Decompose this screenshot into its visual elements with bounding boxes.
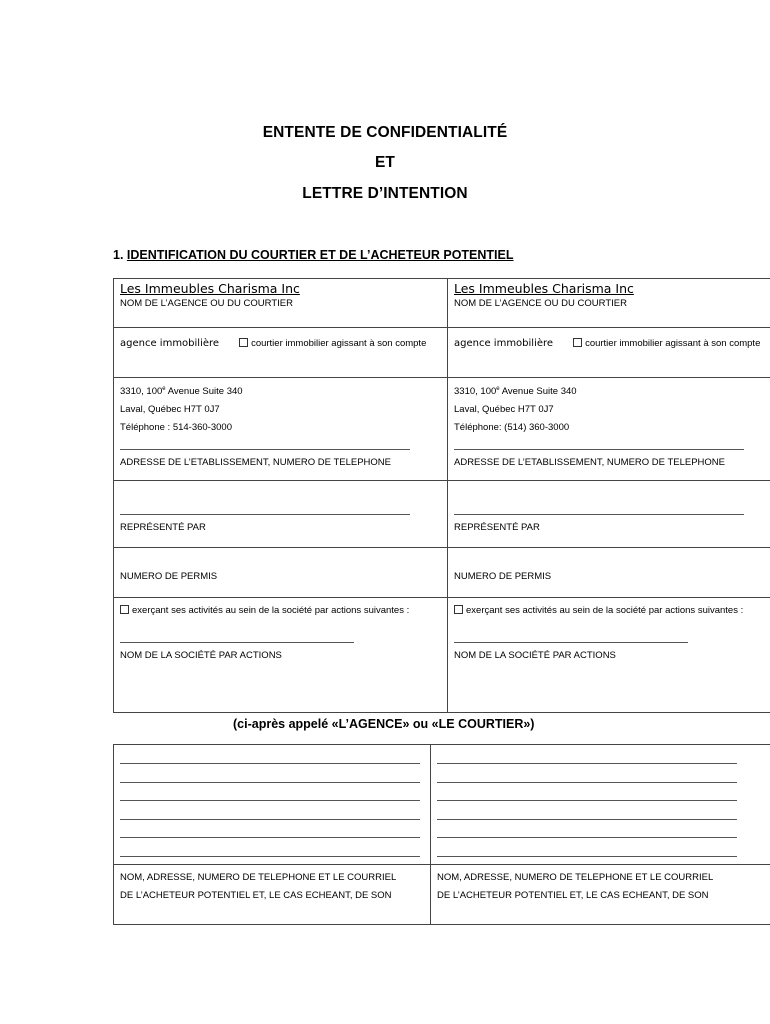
address-line2: Laval, Québec H7T 0J7 [454,404,554,415]
acheteur-label-line1: NOM, ADRESSE, NUMERO DE TELEPHONE ET LE COURRIEL [437,872,714,883]
fill-rule [437,856,737,857]
address-label: ADRESSE DE L’ETABLISSEMENT, NUMERO DE TELEPHONE [454,457,725,468]
acheteur-label-line1: NOM, ADRESSE, NUMERO DE TELEPHONE ET LE COURRIEL [120,872,397,883]
address-line1 [454,380,770,401]
society-name-label: NOM DE LA SOCIÉTÉ PAR ACTIONS [454,650,616,661]
fill-rule [120,800,420,801]
document-title-line3: LETTRE D’INTENTION [302,185,468,202]
acheteur-label-cell [114,865,431,925]
courtier-identification-table [113,278,770,713]
signature-rule [454,449,744,450]
checkbox-icon[interactable] [120,605,129,614]
society-cell[interactable] [114,598,448,713]
agency-name-field[interactable]: Les Immeubles Charisma Inc [120,281,300,296]
society-checkbox-label: exerçant ses activités au sein de la société par actions suivantes : [466,605,744,616]
address-line1 [120,380,441,401]
agency-name-row [114,279,770,328]
permit-label: NUMERO DE PERMIS [120,571,218,582]
section-number: 1. [113,248,124,262]
fill-rule [120,782,420,783]
agency-type-agence: agence immobilière [454,338,554,349]
agency-type-courtier: courtier immobilier agissant à son compte [251,338,427,349]
address-street: Avenue Suite 340 [165,386,243,397]
acheteur-fill-cell[interactable] [114,745,431,865]
fill-rule [120,837,420,838]
agency-designation-note: (ci-après appelé «L’AGENCE» ou «LE COURTIER») [233,717,535,731]
fill-rule [120,763,420,764]
represented-label: REPRÉSENTÉ PAR [454,522,540,533]
agency-type-courtier: courtier immobilier agissant à son compte [585,338,761,349]
agency-type-cell [114,328,448,378]
address-superscript: e [162,386,166,392]
acheteur-label-row [114,865,770,925]
fill-rule [120,642,354,643]
agency-name-field[interactable]: Les Immeubles Charisma Inc [454,281,634,296]
document-title-line2: ET [374,154,395,171]
address-street: Avenue Suite 340 [499,386,577,397]
permit-label: NUMERO DE PERMIS [454,571,552,582]
address-cell[interactable] [448,378,770,481]
permit-cell[interactable] [448,548,770,598]
section-title: IDENTIFICATION DU COURTIER ET DE L’ACHETEUR POTENTIEL [126,248,514,262]
agency-name-cell[interactable] [114,279,448,328]
acheteur-fill-row [114,745,770,865]
fill-rule [454,514,744,515]
address-superscript: e [496,386,500,392]
society-checkbox-line [454,602,770,620]
phone-line: Téléphone: (514) 360-3000 [454,422,570,433]
agency-name-label: NOM DE L’AGENCE OU DU COURTIER [120,298,293,309]
fill-rule [437,763,737,764]
agency-name-cell[interactable] [448,279,770,328]
fill-rule [454,642,688,643]
agency-type-agence: agence immobilière [120,338,220,349]
fill-rule [120,819,420,820]
fill-rule [437,800,737,801]
acheteur-label-line2: DE L’ACHETEUR POTENTIEL ET, LE CAS ECHEANT, DE SON [437,890,709,901]
address-row [114,378,770,481]
fill-rule [437,782,737,783]
society-checkbox-label: exerçant ses activités au sein de la société par actions suivantes : [132,605,410,616]
represented-row [114,481,770,548]
society-checkbox-line [120,602,441,620]
society-row [114,598,770,713]
represented-label: REPRÉSENTÉ PAR [120,522,206,533]
checkbox-icon[interactable] [573,338,582,347]
acheteur-label-cell [431,865,770,925]
checkbox-icon[interactable] [454,605,463,614]
agency-name-label: NOM DE L’AGENCE OU DU COURTIER [454,298,627,309]
checkbox-icon[interactable] [239,338,248,347]
address-cell[interactable] [114,378,448,481]
permit-row [114,548,770,598]
fill-rule [120,856,420,857]
permit-cell[interactable] [114,548,448,598]
agency-type-row [114,328,770,378]
address-label: ADRESSE DE L’ETABLISSEMENT, NUMERO DE TELEPHONE [120,457,391,468]
acheteur-label-line2: DE L’ACHETEUR POTENTIEL ET, LE CAS ECHEANT, DE SON [120,890,392,901]
acheteur-identification-table [113,744,770,925]
agency-type-cell [448,328,770,378]
section-1-heading [113,248,514,262]
phone-line: Téléphone : 514-360-3000 [120,422,232,433]
acheteur-fill-cell[interactable] [431,745,770,865]
fill-rule [437,837,737,838]
represented-cell[interactable] [114,481,448,548]
fill-rule [437,819,737,820]
signature-rule [120,449,410,450]
represented-cell[interactable] [448,481,770,548]
fill-rule [120,514,410,515]
address-number: 3310, 100 [454,386,497,397]
society-name-label: NOM DE LA SOCIÉTÉ PAR ACTIONS [120,650,282,661]
address-line2: Laval, Québec H7T 0J7 [120,404,220,415]
document-title-line1: ENTENTE DE CONFIDENTIALITÉ [262,124,508,141]
society-cell[interactable] [448,598,770,713]
address-number: 3310, 100 [120,386,163,397]
